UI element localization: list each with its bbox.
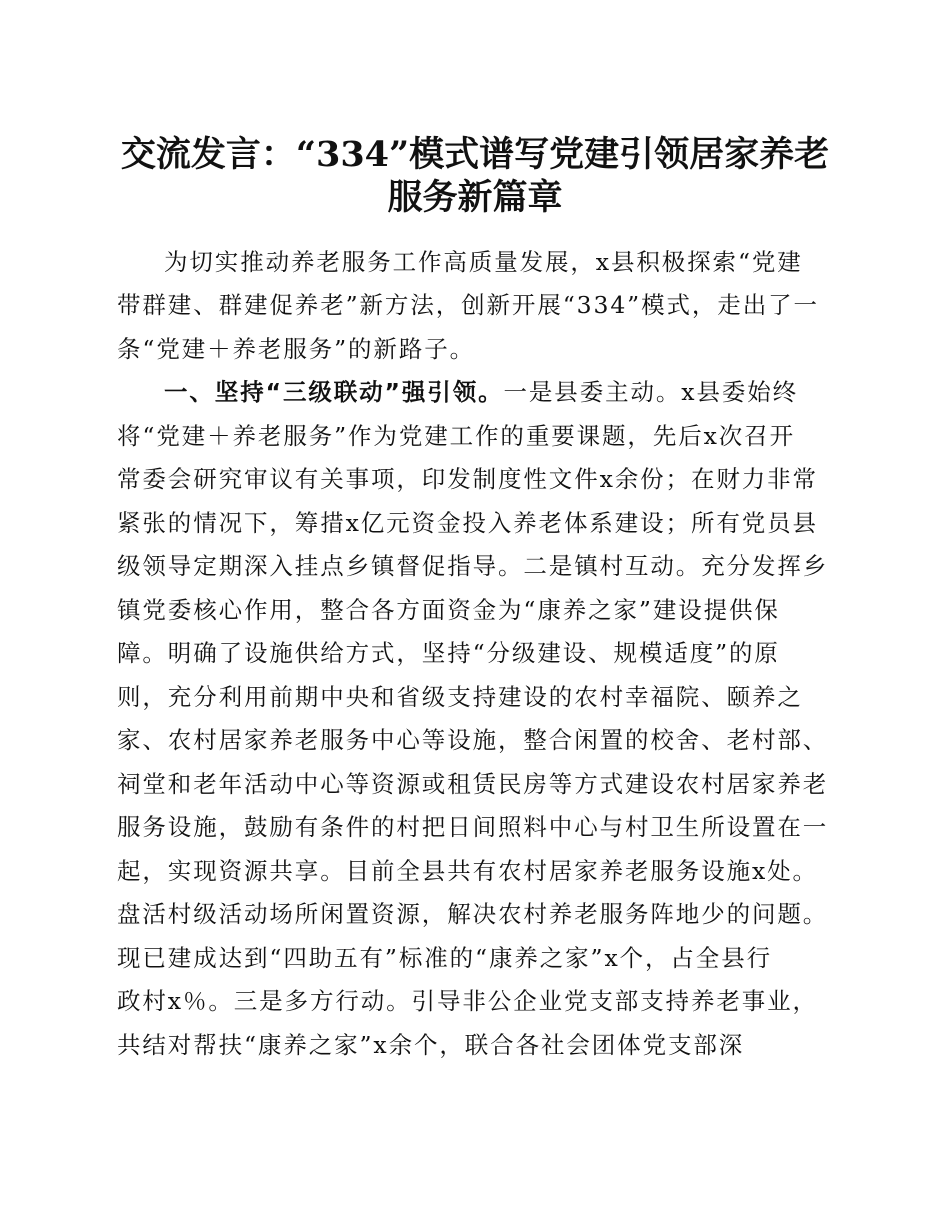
- intro-paragraph-line: 带群建、群建促养老”新方法，创新开展“334”模式，走出了一: [117, 291, 819, 319]
- section1-line: 级领导定期深入挂点乡镇督促指导。二是镇村互动。充分发挥乡: [117, 552, 829, 580]
- intro-paragraph-line: 条“党建＋养老服务”的新路子。: [117, 335, 476, 363]
- section1-line: 家、农村居家养老服务中心等设施，整合闲置的校舍、老村部、: [117, 726, 829, 754]
- section1-line: 则，充分利用前期中央和省级支持建设的农村幸福院、颐养之: [117, 683, 803, 711]
- section1-line: 盘活村级活动场所闲置资源，解决农村养老服务阵地少的问题。: [117, 900, 829, 928]
- section1-line: 镇党委核心作用，整合各方面资金为“康养之家”建设提供保: [117, 596, 780, 624]
- section1-line: 政村x％。三是多方行动。引导非公企业党支部支持养老事业，: [117, 987, 818, 1015]
- section1-first-line-text: 一是县委主动。x县委始终: [503, 378, 799, 406]
- section1-first-line: [164, 377, 798, 407]
- section1-line: 紧张的情况下，筹措x亿元资金投入养老体系建设；所有党员县: [117, 509, 818, 537]
- section1-line: 障。明确了设施供给方式，坚持“分级建设、规模适度”的原: [117, 639, 780, 667]
- section1-line: 起，实现资源共享。目前全县共有农村居家养老服务设施x处。: [117, 857, 818, 885]
- intro-paragraph-line: 为切实推动养老服务工作高质量发展，x县积极探索“党建: [164, 248, 803, 276]
- section1-heading: 一、坚持“三级联动”强引领。: [164, 378, 504, 406]
- document-title-line-2: 服务新篇章: [387, 177, 563, 218]
- section1-line: 现已建成达到“四助五有”标准的“康养之家”x个，占全县行: [117, 944, 773, 972]
- section1-line: 服务设施，鼓励有条件的村把日间照料中心与村卫生所设置在一: [117, 813, 829, 841]
- section1-line: 将“党建＋养老服务”作为党建工作的重要课题，先后x次召开: [117, 422, 795, 450]
- section1-line: 祠堂和老年活动中心等资源或租赁民房等方式建设农村居家养老: [117, 770, 829, 798]
- section1-line: 共结对帮扶“康养之家”x余个，联合各社会团体党支部深: [117, 1031, 745, 1059]
- document-title-line-1: 交流发言：“334”模式谱写党建引领居家养老: [120, 134, 830, 175]
- section1-line: 常委会研究审议有关事项，印发制度性文件x余份；在财力非常: [117, 465, 818, 493]
